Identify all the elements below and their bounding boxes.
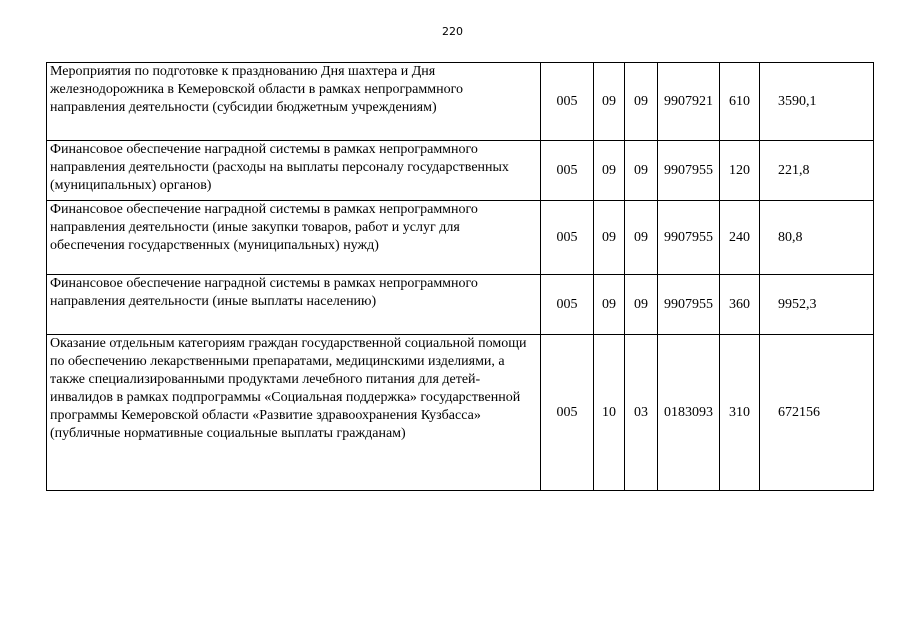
subsection-code: 09 xyxy=(625,275,658,335)
subsection-code: 09 xyxy=(625,141,658,201)
target-article-code: 0183093 xyxy=(658,335,720,491)
amount: 3590,1 xyxy=(760,63,874,141)
table-row xyxy=(47,63,874,141)
ministry-code: 005 xyxy=(541,201,594,275)
row-description: Мероприятия по подготовке к празднованию Дня шахтера и Дня железнодорожника в Кемеровской области в рамках непрограммного направления деятельности (субсидии бюджетным учреждениям) xyxy=(47,63,541,141)
page-number: 220 xyxy=(442,25,463,38)
table-row xyxy=(47,275,874,335)
expense-type-code: 240 xyxy=(720,201,760,275)
amount: 80,8 xyxy=(760,201,874,275)
row-description: Финансовое обеспечение наградной системы в рамках непрограммного направления деятельности (иные выплаты населению) xyxy=(47,275,541,335)
ministry-code: 005 xyxy=(541,275,594,335)
table-row xyxy=(47,201,874,275)
table-row xyxy=(47,335,874,491)
budget-table xyxy=(46,62,874,491)
expense-type-code: 610 xyxy=(720,63,760,141)
section-code: 09 xyxy=(594,201,625,275)
row-description: Финансовое обеспечение наградной системы в рамках непрограммного направления деятельности (расходы на выплаты персоналу государственных (муниципальных) органов) xyxy=(47,141,541,201)
target-article-code: 9907955 xyxy=(658,275,720,335)
ministry-code: 005 xyxy=(541,335,594,491)
row-description: Оказание отдельным категориям граждан государственной социальной помощи по обеспечению лекарственными препаратами, медицинскими изделиями, а также специализированными продуктами лечебного питания для детей-инвалидов в рамках подпрограммы «Социальная поддержка» государственной программы Кемеровской области «Развитие здравоохранения Кузбасса» (публичные нормативные социальные выплаты гражданам) xyxy=(47,335,541,491)
section-code: 10 xyxy=(594,335,625,491)
amount: 221,8 xyxy=(760,141,874,201)
expense-type-code: 360 xyxy=(720,275,760,335)
subsection-code: 09 xyxy=(625,63,658,141)
ministry-code: 005 xyxy=(541,141,594,201)
section-code: 09 xyxy=(594,63,625,141)
amount: 9952,3 xyxy=(760,275,874,335)
target-article-code: 9907921 xyxy=(658,63,720,141)
expense-type-code: 120 xyxy=(720,141,760,201)
row-description: Финансовое обеспечение наградной системы в рамках непрограммного направления деятельности (иные закупки товаров, работ и услуг для обеспечения государственных (муниципальных) нужд) xyxy=(47,201,541,275)
target-article-code: 9907955 xyxy=(658,141,720,201)
expense-type-code: 310 xyxy=(720,335,760,491)
section-code: 09 xyxy=(594,275,625,335)
amount: 672156 xyxy=(760,335,874,491)
table-row xyxy=(47,141,874,201)
section-code: 09 xyxy=(594,141,625,201)
target-article-code: 9907955 xyxy=(658,201,720,275)
subsection-code: 09 xyxy=(625,201,658,275)
subsection-code: 03 xyxy=(625,335,658,491)
ministry-code: 005 xyxy=(541,63,594,141)
